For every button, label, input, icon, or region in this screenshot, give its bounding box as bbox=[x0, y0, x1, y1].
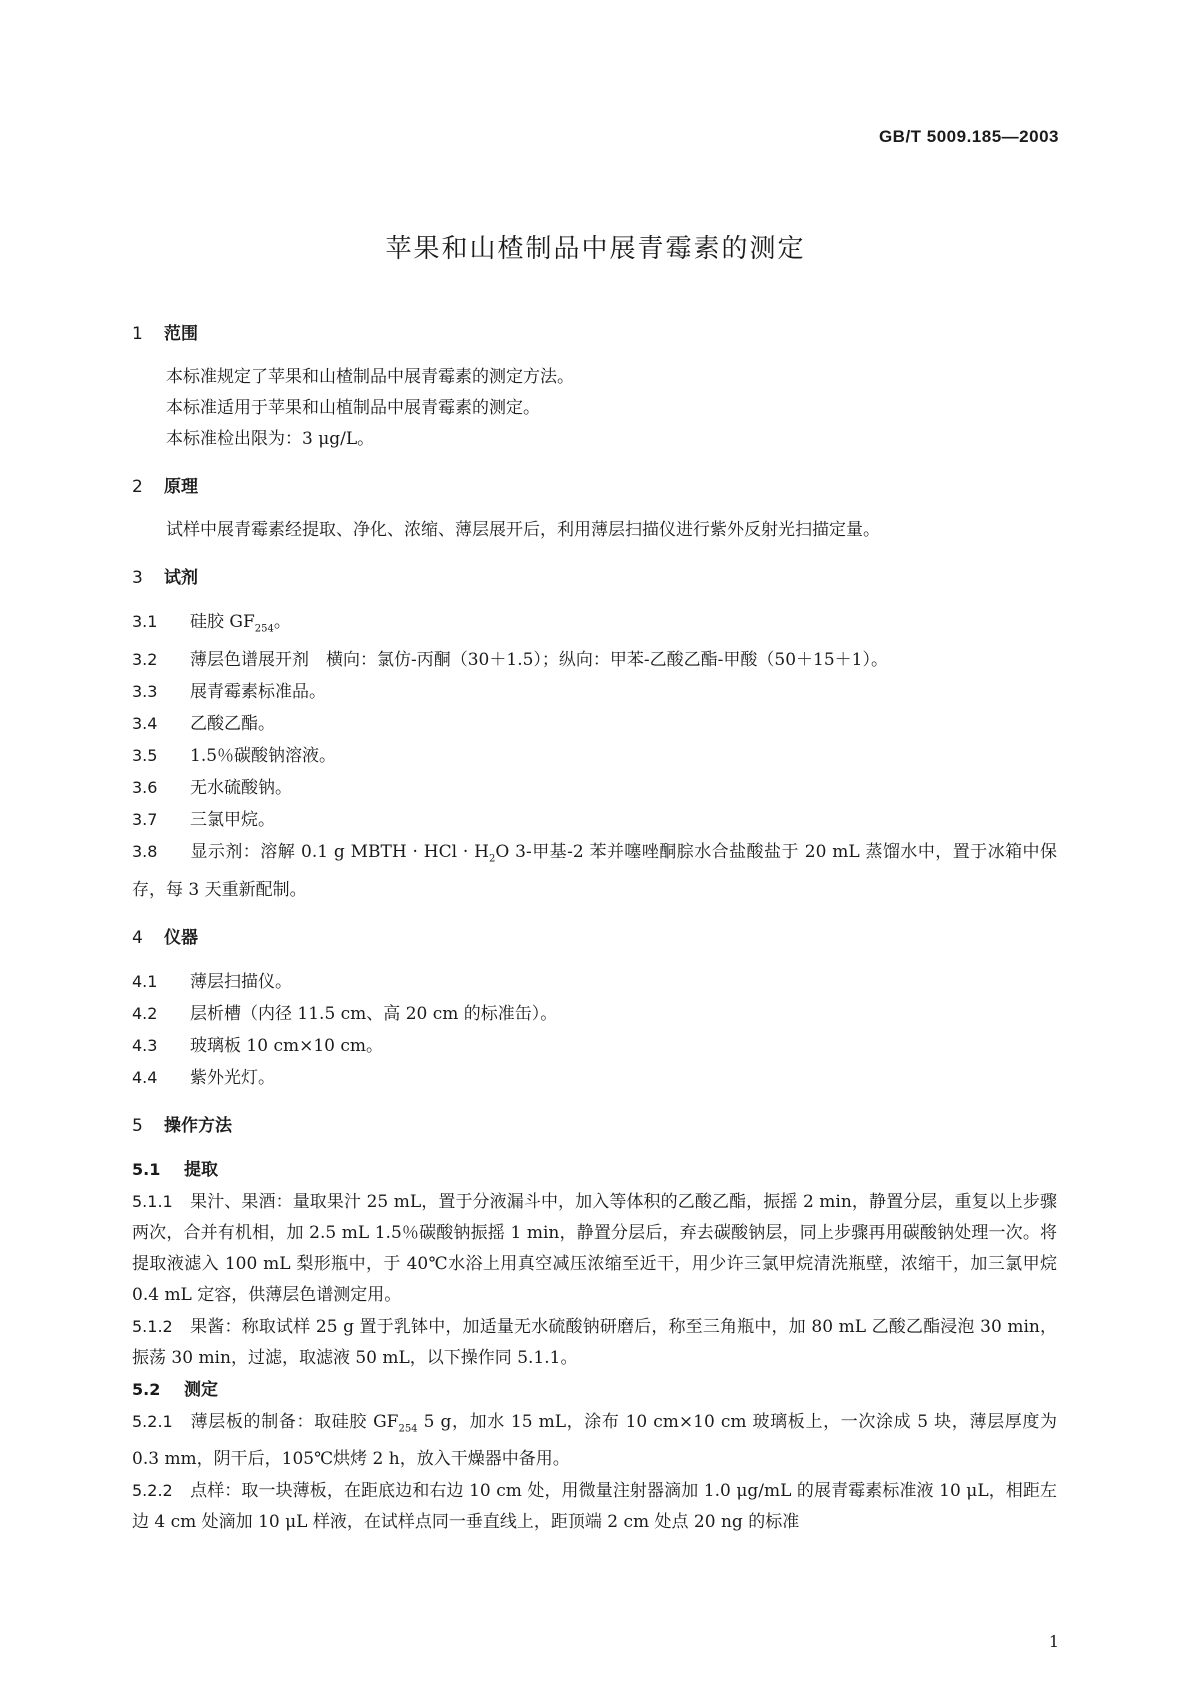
section-title: 仪器 bbox=[164, 927, 198, 948]
item-text: 。 bbox=[273, 612, 291, 632]
item-text: 薄层色谱展开剂 横向：氯仿-丙酮（30＋1.5）；纵向：甲苯-乙酸乙酯-甲酸（50＋15＋1）。 bbox=[190, 650, 888, 671]
item-text: 硅胶 GF bbox=[190, 612, 255, 632]
item-number: 3.5 bbox=[132, 746, 158, 766]
item-text: 三氯甲烷。 bbox=[190, 810, 275, 831]
item-text: 薄层板的制备：取硅胶 GF bbox=[190, 1411, 399, 1432]
item-text: 紫外光灯。 bbox=[190, 1067, 275, 1088]
paragraph: 本标准检出限为：3 μg/L。 bbox=[166, 429, 375, 449]
section-heading bbox=[132, 564, 1057, 592]
item-number: 5.2.2 bbox=[132, 1481, 173, 1501]
item-number: 5.1.1 bbox=[132, 1191, 173, 1211]
subsection-title: 测定 bbox=[184, 1379, 218, 1400]
document-title: 苹果和山楂制品中展青霉素的测定 bbox=[385, 234, 806, 264]
subscript: 254 bbox=[398, 1423, 418, 1435]
section-number: 2 bbox=[132, 477, 143, 497]
list-item bbox=[132, 836, 1057, 905]
section-heading bbox=[132, 1112, 1057, 1140]
list-item bbox=[132, 966, 1057, 998]
section-number: 5 bbox=[132, 1115, 143, 1136]
list-item bbox=[132, 676, 1057, 708]
item-text: 无水硫酸钠。 bbox=[190, 778, 292, 799]
list-item bbox=[132, 606, 1057, 644]
section-title: 试剂 bbox=[164, 568, 198, 588]
section-number: 1 bbox=[132, 324, 143, 344]
list-item bbox=[132, 804, 1057, 836]
subsection-title: 提取 bbox=[184, 1159, 218, 1180]
list-item bbox=[132, 1311, 1057, 1374]
item-number: 4.4 bbox=[132, 1067, 158, 1087]
section-heading bbox=[132, 473, 1057, 501]
paragraph: 试样中展青霉素经提取、净化、浓缩、薄层展开后，利用薄层扫描仪进行紫外反射光扫描定量。 bbox=[166, 520, 880, 540]
item-text: 1.5％碳酸钠溶液。 bbox=[190, 746, 337, 767]
list-item bbox=[132, 644, 1057, 676]
item-text: 果汁、果酒：量取果汁 25 mL，置于分液漏斗中，加入等体积的乙酸乙酯，振摇 2 min，静置分层，重复以上步骤两次，合并有机相，加 2.5 mL 1.5％碳酸钠振摇 1 min，静置分层后，弃去碳酸钠层，同上步骤再用碳酸钠处理一次。将提取液滤入 100 mL 梨形瓶中，于 40℃水浴上用真空减压浓缩至近干，用少许三氯甲烷清洗瓶壁，浓缩干，加三氯甲烷 0.4 mL 定容，供薄层色谱测定用。 bbox=[132, 1191, 1057, 1305]
list-item bbox=[132, 1186, 1057, 1311]
section-title: 范围 bbox=[164, 324, 198, 344]
item-number: 4.3 bbox=[132, 1035, 158, 1055]
list-item bbox=[132, 1475, 1057, 1538]
document-body bbox=[132, 320, 1057, 1538]
section-number: 4 bbox=[132, 927, 143, 948]
subscript: 254 bbox=[254, 623, 274, 635]
item-number: 3.2 bbox=[132, 650, 158, 670]
list-item bbox=[132, 1062, 1057, 1094]
item-number: 4.1 bbox=[132, 971, 158, 991]
item-text: O 3-甲基-2 苯并噻唑酮腙水合盐酸盐于 20 mL 蒸馏水中，置于冰箱中保存，每 3 天重新配制。 bbox=[132, 842, 1057, 900]
subsection-heading bbox=[132, 1374, 1057, 1406]
item-number: 3.6 bbox=[132, 778, 158, 798]
item-text: 展青霉素标准品。 bbox=[190, 682, 326, 703]
list-item bbox=[132, 740, 1057, 772]
item-text: 玻璃板 10 cm×10 cm。 bbox=[190, 1035, 384, 1056]
list-item bbox=[132, 998, 1057, 1030]
item-text: 层析槽（内径 11.5 cm、高 20 cm 的标准缶）。 bbox=[190, 1003, 558, 1024]
standard-number: GB/T 5009.185—2003 bbox=[878, 127, 1059, 146]
item-number: 3.7 bbox=[132, 810, 158, 830]
section-heading bbox=[132, 320, 1057, 348]
subsection-number: 5.2 bbox=[132, 1379, 161, 1399]
item-text: 薄层扫描仪。 bbox=[190, 971, 292, 992]
subscript: 2 bbox=[489, 853, 496, 865]
item-text: 显示剂：溶解 0.1 g MBTH · HCl · H bbox=[190, 842, 490, 863]
item-number: 3.1 bbox=[132, 612, 158, 631]
page-number: 1 bbox=[1048, 1632, 1059, 1651]
paragraph: 本标准适用于苹果和山植制品中展青霉素的测定。 bbox=[166, 398, 540, 418]
item-number: 4.2 bbox=[132, 1003, 158, 1023]
list-item bbox=[132, 708, 1057, 740]
section-heading bbox=[132, 924, 1057, 952]
item-number: 3.8 bbox=[132, 842, 158, 862]
list-item bbox=[132, 772, 1057, 804]
list-item bbox=[132, 1406, 1057, 1475]
subsection-number: 5.1 bbox=[132, 1159, 161, 1179]
section-number: 3 bbox=[132, 568, 143, 588]
item-number: 5.2.1 bbox=[132, 1411, 173, 1431]
section-title: 原理 bbox=[164, 477, 198, 497]
item-text: 点样：取一块薄板，在距底边和右边 10 cm 处，用微量注射器滴加 1.0 μg/mL 的展青霉素标准液 10 μL，相距左边 4 cm 处滴加 10 μL 样液，在试样点同一垂直线上，距顶端 2 cm 处点 20 ng 的标准 bbox=[132, 1481, 1057, 1533]
paragraph: 本标准规定了苹果和山楂制品中展青霉素的测定方法。 bbox=[166, 367, 574, 387]
item-text: 乙酸乙酯。 bbox=[190, 714, 275, 735]
item-text: 果酱：称取试样 25 g 置于乳钵中，加适量无水硫酸钠研磨后，称至三角瓶中，加 80 mL 乙酸乙酯浸泡 30 min，振荡 30 min，过滤，取滤液 50 mL，以下操作同 5.1.1。 bbox=[132, 1316, 1057, 1368]
section-title: 操作方法 bbox=[164, 1115, 232, 1136]
subsection-heading bbox=[132, 1154, 1057, 1186]
item-number: 3.4 bbox=[132, 714, 158, 734]
item-number: 3.3 bbox=[132, 682, 158, 702]
item-number: 5.1.2 bbox=[132, 1316, 173, 1336]
item-text: 5 g，加水 15 mL，涂布 10 cm×10 cm 玻璃板上，一次涂成 5 块，薄层厚度为 0.3 mm，阴干后，105℃烘烤 2 h，放入干燥器中备用。 bbox=[132, 1411, 1058, 1470]
list-item bbox=[132, 1030, 1057, 1062]
